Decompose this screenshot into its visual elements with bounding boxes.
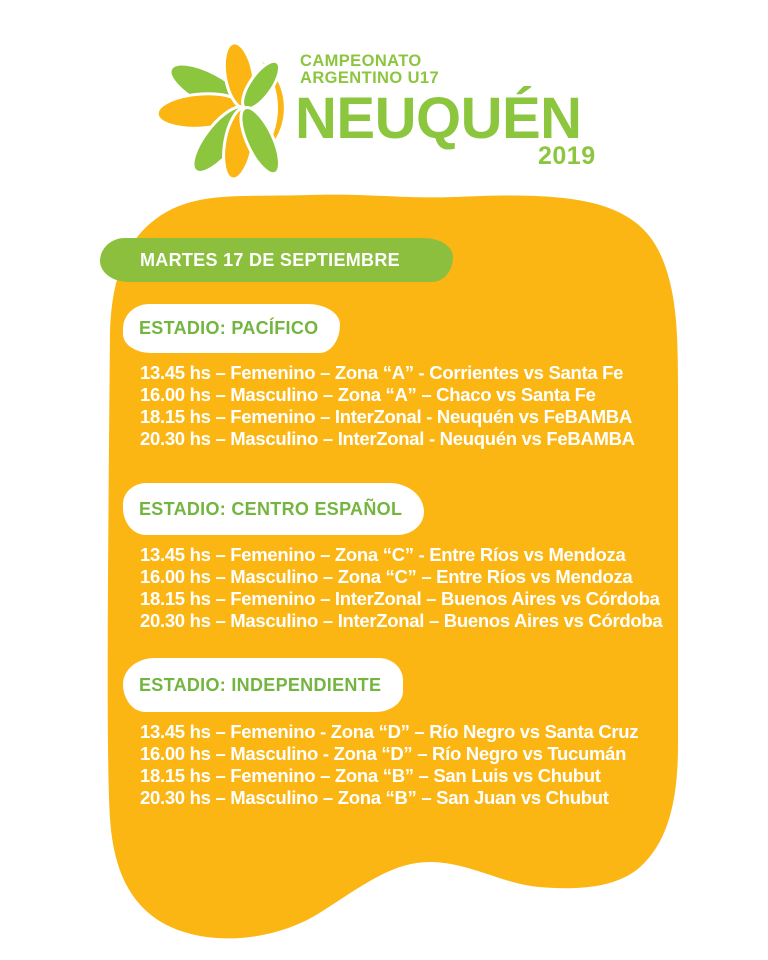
- game-line: 16.00 hs – Masculino – Zona “A” – Chaco vs Santa Fe: [140, 384, 596, 405]
- game-line: 16.00 hs – Masculino - Zona “D” – Río Negro vs Tucumán: [140, 743, 627, 764]
- logo-year: 2019: [538, 142, 596, 170]
- game-line: 13.45 hs – Femenino - Zona “D” – Río Negro vs Santa Cruz: [140, 721, 639, 742]
- date-banner-label: MARTES 17 DE SEPTIEMBRE: [140, 250, 400, 270]
- stadium-name-label: ESTADIO: INDEPENDIENTE: [139, 675, 382, 695]
- game-line: 13.45 hs – Femenino – Zona “A” - Corrientes vs Santa Fe: [140, 362, 624, 383]
- stadium-section: [123, 483, 662, 632]
- game-list: [140, 362, 635, 450]
- game-line: 20.30 hs – Masculino – Zona “B” – San Juan vs Chubut: [140, 787, 609, 808]
- stadium-section: [123, 304, 635, 450]
- logo-event-line2: ARGENTINO U17: [300, 69, 440, 87]
- game-list: [140, 544, 662, 632]
- game-line: 20.30 hs – Masculino – InterZonal - Neuquén vs FeBAMBA: [140, 428, 635, 449]
- game-line: 18.15 hs – Femenino – InterZonal - Neuquén vs FeBAMBA: [140, 406, 632, 427]
- stadium-name-label: ESTADIO: PACÍFICO: [139, 318, 319, 338]
- stadium-pill: [123, 304, 340, 353]
- stadium-pill: [123, 483, 424, 535]
- stadium-pill: [123, 658, 403, 712]
- game-line: 16.00 hs – Masculino – Zona “C” – Entre Ríos vs Mendoza: [140, 566, 633, 587]
- game-line: 18.15 hs – Femenino – InterZonal – Buenos Aires vs Córdoba: [140, 588, 660, 609]
- logo-event-line1: CAMPEONATO: [300, 52, 422, 70]
- game-line: 18.15 hs – Femenino – Zona “B” – San Luis vs Chubut: [140, 765, 601, 786]
- stadium-section: [123, 658, 638, 809]
- game-list: [140, 721, 638, 809]
- game-line: 20.30 hs – Masculino – InterZonal – Buenos Aires vs Córdoba: [140, 610, 663, 631]
- game-line: 13.45 hs – Femenino – Zona “C” - Entre Ríos vs Mendoza: [140, 544, 626, 565]
- logo-city: NEUQUÉN: [295, 86, 582, 151]
- stadium-name-label: ESTADIO: CENTRO ESPAÑOL: [139, 499, 403, 519]
